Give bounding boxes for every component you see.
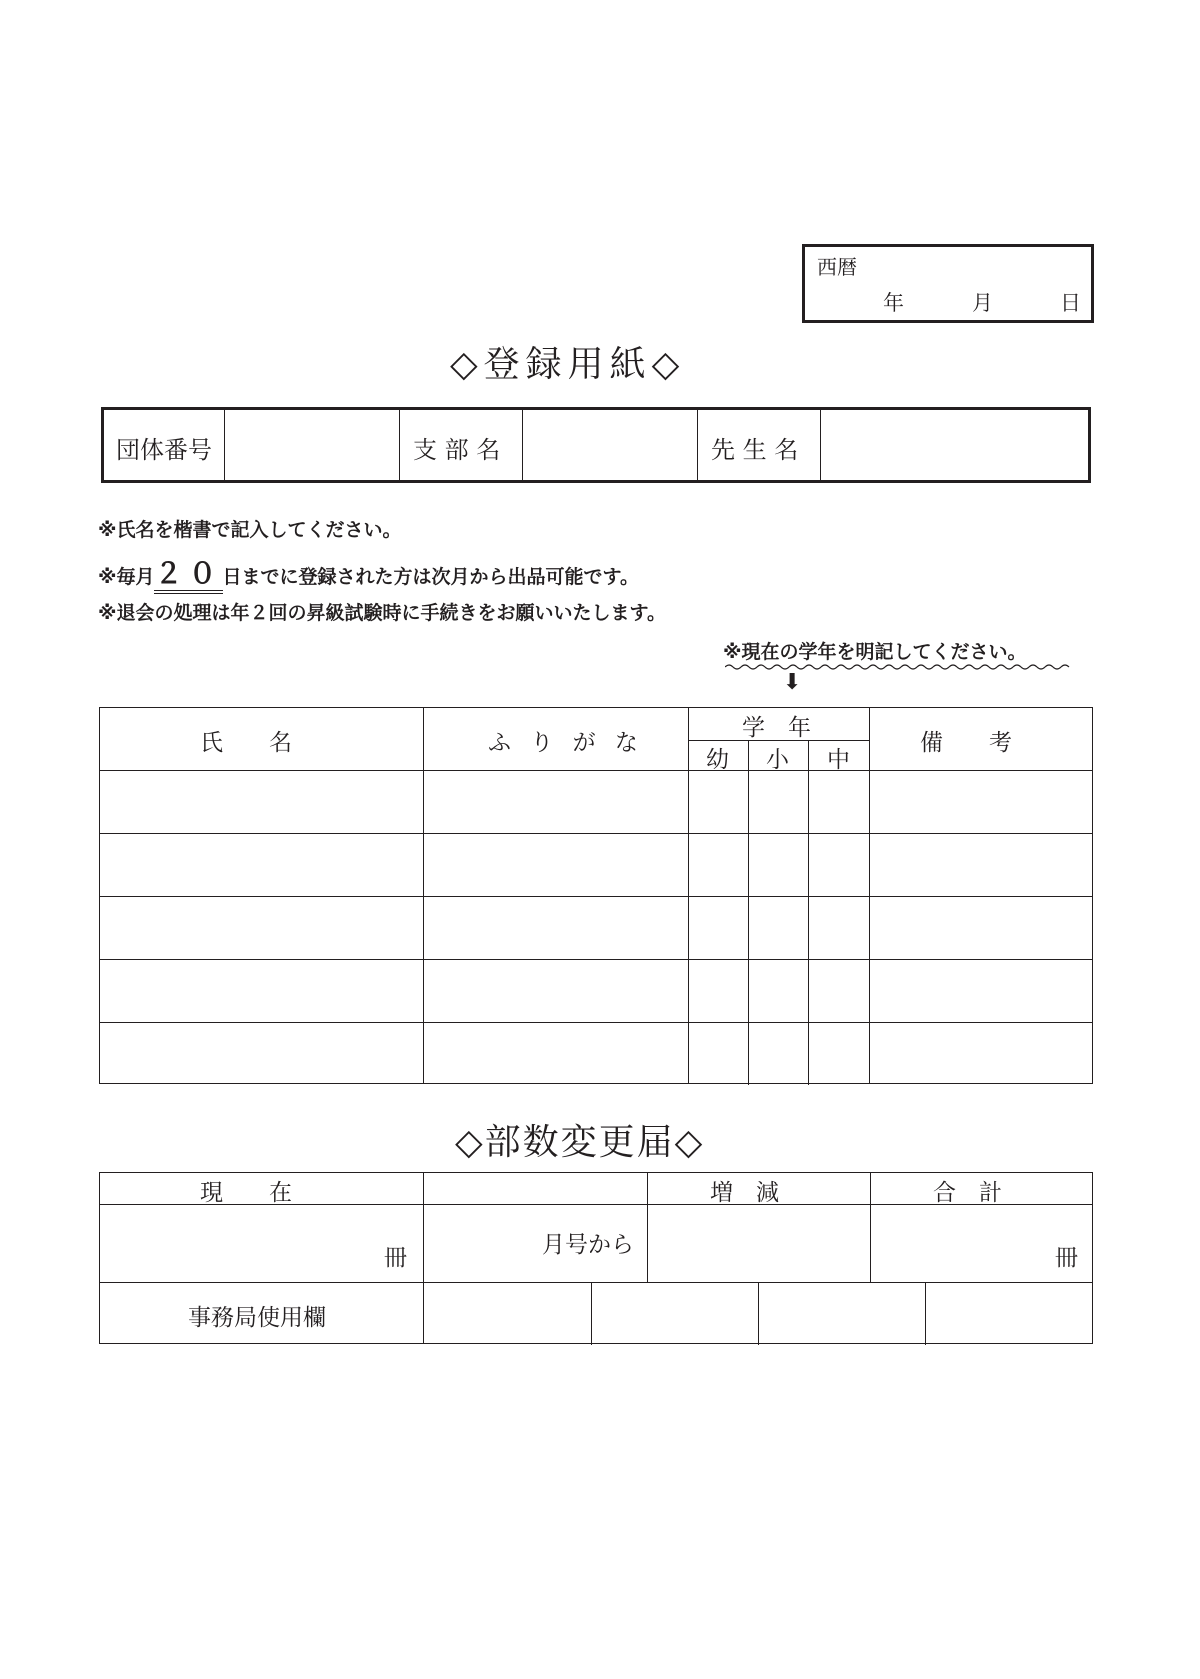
date-box <box>802 244 1094 323</box>
office-use-label: 事務局使用欄 <box>188 1305 326 1331</box>
table-row[interactable] <box>100 1022 1092 1085</box>
date-label: 西暦 <box>817 255 857 279</box>
note-kaisho: ※氏名を楷書で記入してください。 <box>98 519 402 541</box>
table-row[interactable] <box>100 833 1092 896</box>
current-copies-unit: 冊 <box>384 1245 407 1271</box>
change-form-title: ◇部数変更届◇ <box>455 1122 705 1163</box>
col-header-name: 氏 名 <box>200 730 292 756</box>
col-header-change: 増 減 <box>710 1180 779 1206</box>
wavy-underline <box>725 663 1075 671</box>
group-number-field[interactable] <box>224 410 399 480</box>
col-header-remarks: 備 考 <box>920 730 1012 756</box>
note-grade <box>723 637 1026 668</box>
total-copies-unit: 冊 <box>1055 1245 1078 1271</box>
note-grade-text: ※現在の学年を明記してください。 <box>723 641 1027 663</box>
office-use-cell <box>758 1282 925 1345</box>
note-withdrawal: ※退会の処理は年２回の昇級試験時に手続きをお願いいたします。 <box>98 602 666 624</box>
registration-table <box>99 707 1093 1084</box>
date-year-field[interactable]: 年 <box>883 291 904 315</box>
office-use-cell <box>423 1282 591 1345</box>
down-arrow-icon: ⬇ <box>783 670 802 695</box>
grade-elem-label: 小 <box>766 747 789 773</box>
date-month-field[interactable]: 月 <box>972 291 993 315</box>
teacher-name-field[interactable] <box>820 410 1091 480</box>
note-deadline-suffix: 日までに登録された方は次月から出品可能です。 <box>222 566 639 588</box>
branch-name-field[interactable] <box>522 410 697 480</box>
date-day-field[interactable]: 日 <box>1060 291 1081 315</box>
from-issue-label: 月号から <box>542 1232 634 1258</box>
branch-name-label: 支 部 名 <box>413 436 501 464</box>
grade-kinder-label: 幼 <box>706 747 729 773</box>
col-header-total: 合 計 <box>933 1180 1002 1206</box>
teacher-name-label: 先 生 名 <box>711 436 799 464</box>
change-amount-field[interactable] <box>647 1204 870 1282</box>
grade-middle-label: 中 <box>827 747 850 773</box>
divider <box>399 410 400 480</box>
note-deadline-prefix: ※毎月 <box>98 566 155 588</box>
office-use-cell <box>591 1282 758 1345</box>
group-number-label: 団体番号 <box>116 436 212 464</box>
change-form-table <box>99 1172 1093 1344</box>
note-deadline-number: ２０ <box>154 557 222 594</box>
col-header-furigana: ふ り が な <box>488 730 644 756</box>
current-copies-field[interactable] <box>100 1204 423 1282</box>
table-row[interactable] <box>100 959 1092 1022</box>
col-header-current: 現 在 <box>200 1180 292 1206</box>
table-row[interactable] <box>100 770 1092 833</box>
divider <box>697 410 698 480</box>
table-row[interactable] <box>100 896 1092 959</box>
registration-header-box <box>101 407 1091 483</box>
note-deadline <box>98 552 639 592</box>
office-use-cell <box>925 1282 1094 1345</box>
col-header-grade: 学 年 <box>742 715 811 741</box>
registration-title: ◇登録用紙◇ <box>450 344 686 385</box>
